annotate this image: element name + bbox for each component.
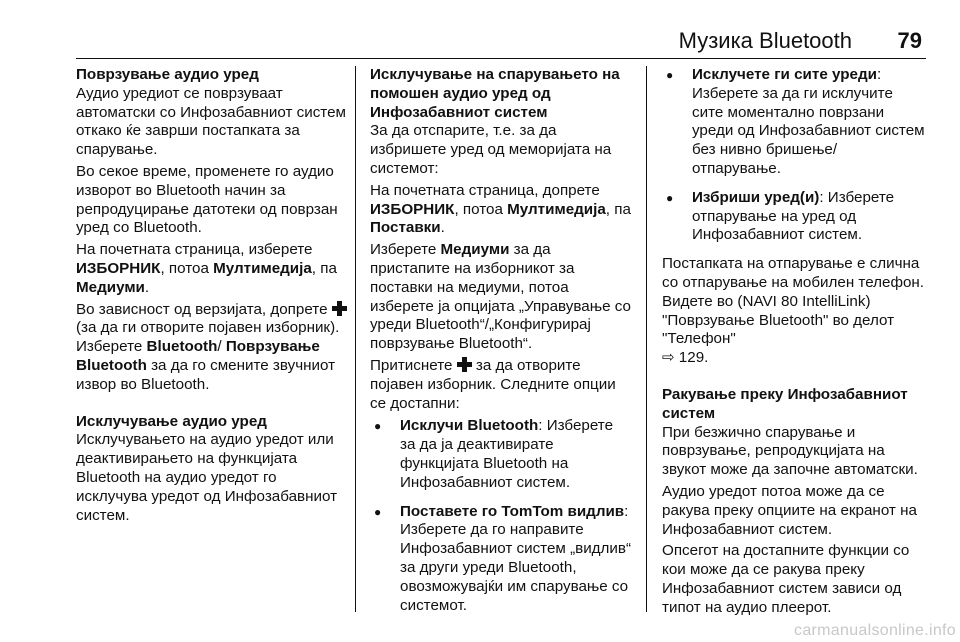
paragraph: Во зависност од верзијата, допрете (за да ги отворите појавен изборник). Изберете Bluetooth/ Поврзување Bluetooth за да го смените звучниот извор во Bluetooth.	[76, 301, 348, 395]
paragraph: Опсегот на достапните функции со кои може да се ракува преку Инфозабавниот систем зависи од типот на аудио плеерот.	[662, 542, 910, 616]
plus-icon	[457, 357, 472, 372]
paragraph: Исклучувањето на аудио уредот или деактивирањето на функцијата Bluetooth на аудио уредот го исклучува уредот од Инфозабавниот систем.	[76, 431, 338, 524]
paragraph: Аудио уредот потоа може да се ракува преку опциите на екранот на Инфозабавниот систем.	[662, 482, 917, 538]
section-title: Музика Bluetooth	[678, 28, 852, 53]
paragraph: На почетната страница, изберете ИЗБОРНИК, потоа Мултимедија, па Медиуми.	[76, 241, 337, 296]
paragraph: Изберете Медиуми за да пристапите на изборникот за поставки на медиуми, потоа изберете ја опцијата „Управување со уреди Bluetooth“/„Конфигурирај поврзување Bluetooth“.	[370, 241, 631, 353]
list-item: ● Поставете го TomTom видлив: Изберете да го направите Инфозабавниот систем „видлив“ за други уреди Bluetooth, овозможувајќи им спарување со системот.	[370, 503, 632, 616]
list-item: ● Исклучете ги сите уреди: Изберете за да ги исклучите сите моментално поврзани уреди од Инфозабавниот систем без нивно бришење/ отпарување.	[662, 66, 928, 179]
column-left	[76, 66, 348, 612]
header-divider	[76, 58, 926, 59]
column-divider	[355, 66, 356, 612]
heading-disconnect-audio: Исклучување аудио уред	[76, 412, 267, 430]
page-header	[0, 28, 960, 58]
watermark: carmanualsonline.info	[794, 622, 956, 639]
paragraph: Аудио уредиот се поврзуваат автоматски со Инфозабавниот систем откако ќе заврши постапката за спарување.	[76, 84, 346, 159]
heading-operation: Ракување преку Инфозабавниот систем	[662, 385, 908, 422]
options-list	[370, 417, 632, 615]
paragraph: На почетната страница, допрете ИЗБОРНИК, потоа Мултимедија, па Поставки.	[370, 181, 631, 237]
paragraph: При безжично спарување и поврзување, репродукцијата на звукот може да започне автоматски.	[662, 423, 918, 479]
paragraph: Во секое време, променете го аудио изворот во Bluetooth начин за репродуцирање датотеки од поврзан уред со Bluetooth.	[76, 162, 338, 237]
page-number: 79	[897, 28, 922, 53]
paragraph: Притиснете за да отворите појавен изборник. Следните опции се достапни:	[370, 356, 616, 412]
column-right	[662, 66, 928, 616]
heading-connect-audio: Поврзување аудио уред	[76, 66, 259, 83]
page-reference-arrow-icon: ⇨	[662, 349, 675, 367]
column-divider	[646, 66, 647, 612]
paragraph: За да отспарите, т.е. за да избришете уред од меморијата на системот:	[370, 122, 612, 177]
list-item: ● Исклучи Bluetooth: Изберете за да ја деактивирате функцијата Bluetooth на Инфозабавниот систем.	[370, 417, 632, 492]
plus-icon	[332, 301, 347, 316]
heading-unpair: Исклучување на спарувањето на помошен аудио уред од Инфозабавниот систем	[370, 66, 620, 121]
column-middle	[370, 66, 632, 612]
paragraph: Постапката на отпарување е слична со отпарување на мобилен телефон. Видете во (NAVI 80 IntelliLink) "Поврзување Bluetooth" во делот "Телефон" ⇨ 129.	[662, 255, 925, 367]
list-item: ● Избриши уред(и): Изберете отпарување на уред од Инфозабавниот систем.	[662, 189, 928, 245]
options-list	[662, 66, 928, 245]
